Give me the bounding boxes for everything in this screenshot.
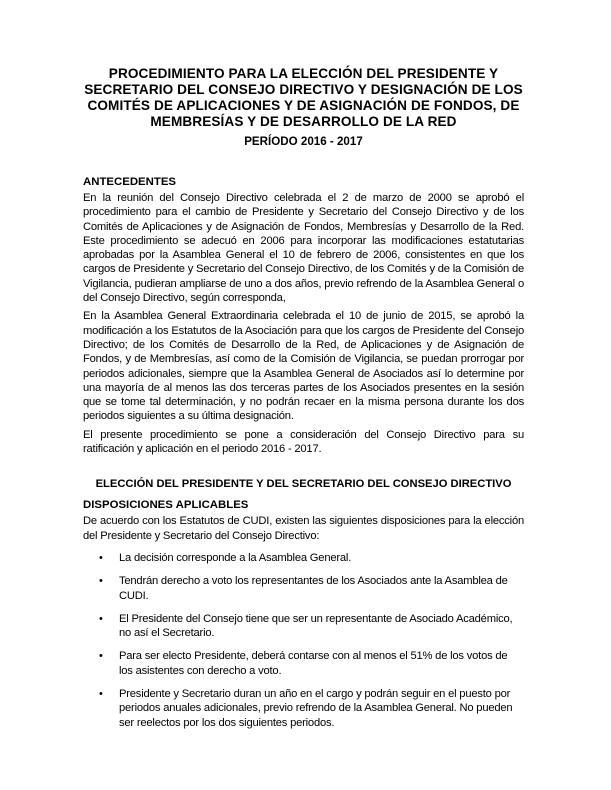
antecedentes-paragraph: El presente procedimiento se pone a consideración del Consejo Directivo para su ratificación y aplicación en el periodo 2016 - 2017. <box>83 428 524 456</box>
list-item-text: Para ser electo Presidente, deberá contarse con al menos el 51% de los votos de los asistentes con derecho a voto. <box>119 650 508 677</box>
disposiciones-intro: De acuerdo con los Estatutos de CUDI, existen las siguientes disposiciones para la elección del Presidente y Secretario del Consejo Directivo: <box>83 515 524 542</box>
disposiciones-list <box>83 551 524 730</box>
list-item <box>83 574 524 603</box>
list-item <box>83 551 524 565</box>
antecedentes-heading: ANTECEDENTES <box>83 176 177 188</box>
bullet-icon: • <box>99 551 103 564</box>
document-period: PERÍODO 2016 - 2017 <box>244 135 363 148</box>
list-item-text: El Presidente del Consejo tiene que ser un representante de Asociado Académico, no así el Secretario. <box>119 612 513 640</box>
bullet-icon: • <box>99 650 103 663</box>
antecedentes-paragraph: En la reunión del Consejo Directivo celebrada el 2 de marzo de 2000 se aprobó el procedimiento para el cambio de Presidente y Secretario del Consejo Directivo y de los Comités de Aplicaciones y de Asignación de Fondos, Membresías y Desarrollo de la Red. Este procedimiento se adecuó en 2006 para incorporar las modificaciones estatutarias aprobadas por la Asamblea General el 10 de febrero de 2006, consistentes en que los cargos de Presidente y Secretario del Consejo Directivo, de los Comités y de la Comisión de Vigilancia, pudieran ampliarse de uno a dos años, previo refrendo de la Asamblea General o del Consejo Directivo, según corresponda, <box>83 192 524 305</box>
disposiciones-heading: DISPOSICIONES APLICABLES <box>83 499 249 512</box>
list-item-text: Presidente y Secretario duran un año en el cargo y podrán seguir en el puesto por periodos anuales adicionales, previo refrendo de la Asamblea General. No pueden ser reelectos por los dos siguientes periodos. <box>119 688 513 729</box>
list-item <box>83 687 524 730</box>
list-item-text: Tendrán derecho a voto los representantes de los Asociados ante la Asamblea de CUDI. <box>119 575 508 602</box>
list-item <box>83 649 524 678</box>
bullet-icon: • <box>99 612 103 625</box>
bullet-icon: • <box>99 688 103 701</box>
list-item-text: La decisión corresponde a la Asamblea General. <box>119 551 352 564</box>
list-item <box>83 612 524 641</box>
document-title: PROCEDIMIENTO PARA LA ELECCIÓN DEL PRESIDENTE Y SECRETARIO DEL CONSEJO DIRECTIVO Y DESIGNACIÓN DE LOS COMITÉS DE APLICACIONES Y DE ASIGNACIÓN DE FONDOS, DE MEMBRESÍAS Y DE DESARROLLO DE LA RED <box>84 66 523 129</box>
eleccion-heading: ELECCIÓN DEL PRESIDENTE Y DEL SECRETARIO DEL CONSEJO DIRECTIVO <box>95 478 512 491</box>
bullet-icon: • <box>99 575 103 588</box>
antecedentes-paragraph: En la Asamblea General Extraordinaria celebrada el 10 de junio de 2015, se aprobó la modificación a los Estatutos de la Asociación para que los cargos de Presidente del Consejo Directivo; de los Comités de Desarrollo de la Red, de Aplicaciones y de Asignación de Fondos, y de Membresías, así como de la Comisión de Vigilancia, se puedan prorrogar por periodos adicionales, siempre que la Asamblea General de Asociados así lo determine por una mayoría de al menos las dos terceras partes de los Asociados presentes en la sesión que se tome tal determinación, y no podrán recaer en la misma persona durante los dos periodos siguientes a su última designación. <box>83 310 524 423</box>
